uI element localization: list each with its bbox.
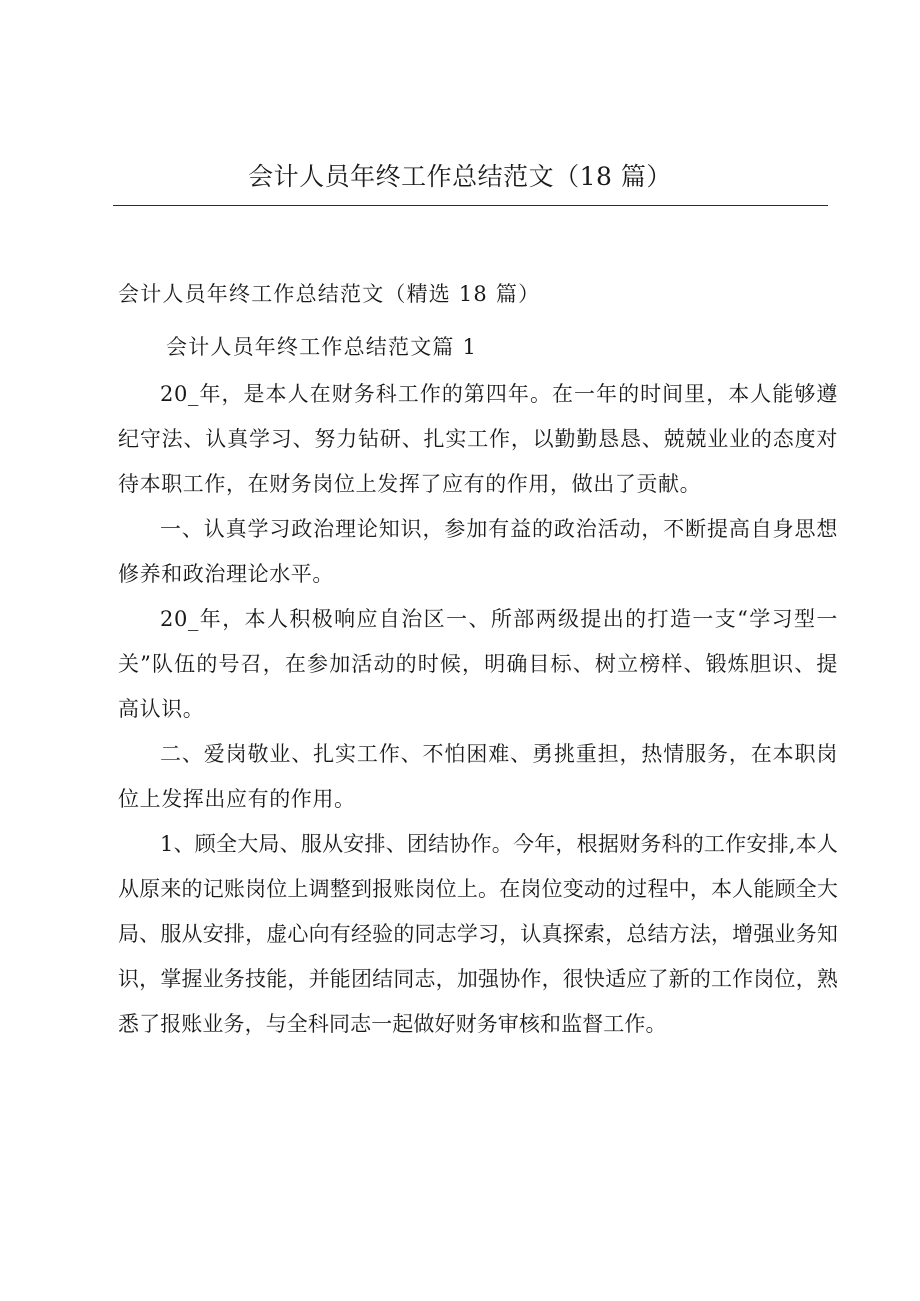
body-paragraph-2: 一、认真学习政治理论知识，参加有益的政治活动，不断提高自身思想修养和政治理论水平。 <box>118 517 838 586</box>
section-heading: 会计人员年终工作总结范文篇 1 <box>166 335 478 359</box>
document-subtitle: 会计人员年终工作总结范文（精选 18 篇） <box>118 282 541 306</box>
body-paragraph-1: 20_年，是本人在财务科工作的第四年。在一年的时间里，本人能够遵纪守法、认真学习、努力钻研、扎实工作，以勤勤恳恳、兢兢业业的态度对待本职工作，在财务岗位上发挥了应有的作用，做出了贡献。 <box>118 382 838 496</box>
title-block <box>0 160 920 194</box>
document-body <box>118 272 838 1047</box>
title-divider <box>113 205 828 206</box>
page-title: 会计人员年终工作总结范文（18 篇） <box>248 162 672 191</box>
body-paragraph-3: 20_年，本人积极响应自治区一、所部两级提出的打造一支“学习型一关”队伍的号召，在参加活动的时候，明确目标、树立榜样、锻炼胆识、提高认识。 <box>118 607 838 721</box>
body-paragraph-4: 二、爱岗敬业、扎实工作、不怕困难、勇挑重担，热情服务，在本职岗位上发挥出应有的作用。 <box>118 742 838 811</box>
body-paragraph-5: 1、顾全大局、服从安排、团结协作。今年，根据财务科的工作安排,本人从原来的记账岗位上调整到报账岗位上。在岗位变动的过程中，本人能顾全大局、服从安排，虚心向有经验的同志学习，认真探索，总结方法，增强业务知识，掌握业务技能，并能团结同志，加强协作，很快适应了新的工作岗位，熟悉了报账业务，与全科同志一起做好财务审核和监督工作。 <box>118 832 838 1036</box>
